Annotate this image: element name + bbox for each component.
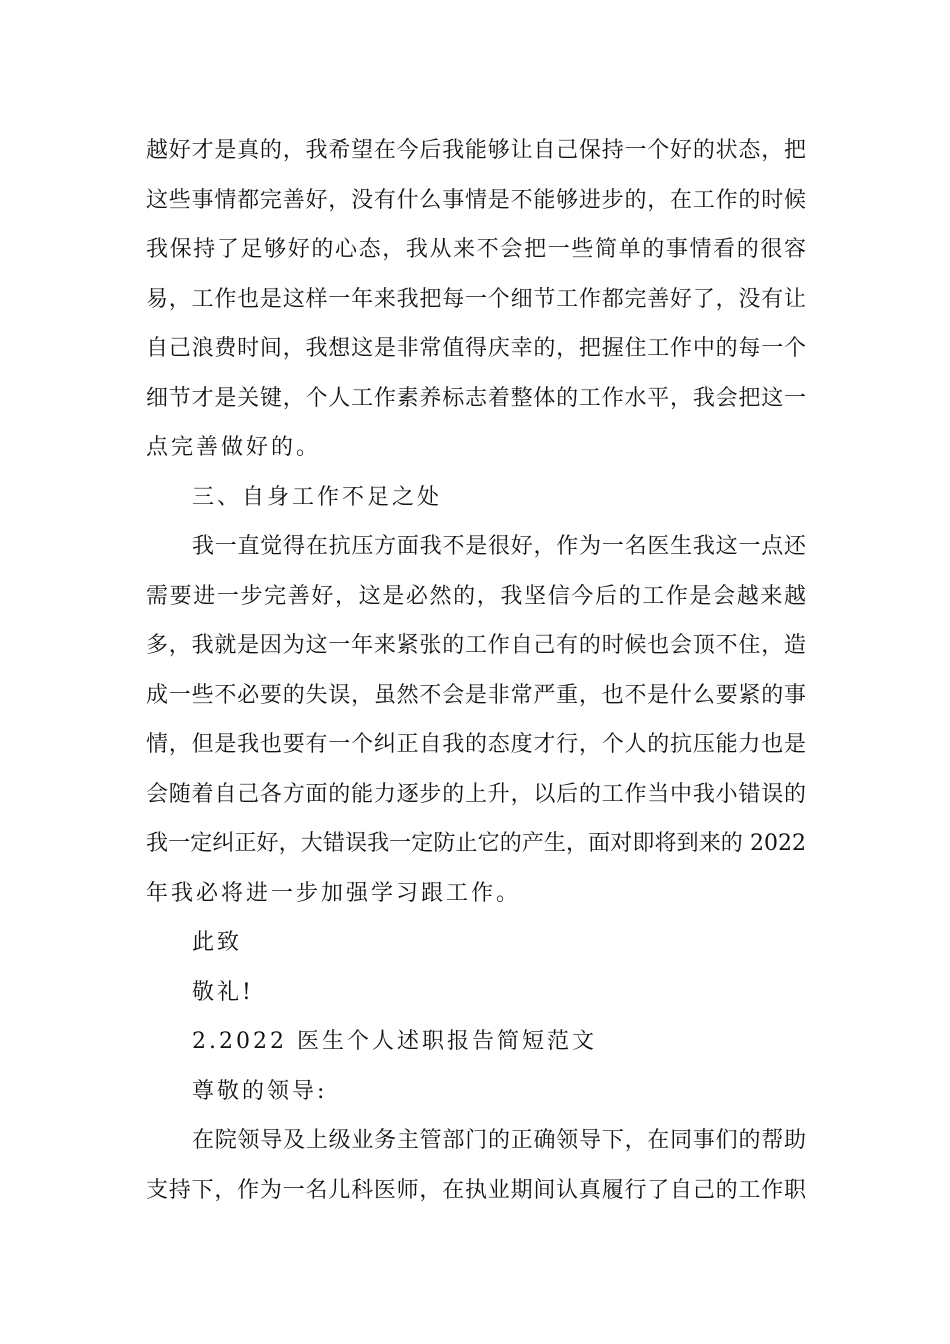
- closing-line: 此致: [192, 930, 243, 955]
- text-line: 越好才是真的，我希望在今后我能够让自己保持一个好的状态，把: [146, 138, 806, 163]
- text-line: 我一定纠正好，大错误我一定防止它的产生，面对即将到来的 2022: [146, 831, 806, 856]
- article-title: 2.2022 医生个人述职报告简短范文: [192, 1029, 597, 1054]
- text-line: 在院领导及上级业务主管部门的正确领导下，在同事们的帮助: [192, 1128, 806, 1153]
- greeting-line: 尊敬的领导:: [192, 1078, 328, 1104]
- text-line: 情，但是我也要有一个纠正自我的态度才行，个人的抗压能力也是: [146, 732, 806, 757]
- text-line: 这些事情都完善好，没有什么事情是不能够进步的，在工作的时候: [146, 187, 806, 213]
- text-line: 细节才是关键，个人工作素养标志着整体的工作水平，我会把这一: [146, 385, 806, 411]
- text-line: 易，工作也是这样一年来我把每一个细节工作都完善好了，没有让: [146, 286, 806, 312]
- text-line: 我一直觉得在抗压方面我不是很好，作为一名医生我这一点还: [192, 534, 806, 559]
- closing-salute: 敬礼!: [192, 979, 254, 1005]
- text-line: 自己浪费时间，我想这是非常值得庆幸的，把握住工作中的每一个: [146, 336, 806, 361]
- text-line: 点完善做好的。: [146, 435, 322, 460]
- text-line: 会随着自己各方面的能力逐步的上升，以后的工作当中我小错误的: [146, 781, 806, 807]
- text-line: 年我必将进一步加强学习跟工作。: [146, 880, 522, 906]
- section-heading: 三、自身工作不足之处: [192, 484, 443, 510]
- text-line: 多，我就是因为这一年来紧张的工作自己有的时候也会顶不住，造: [146, 633, 806, 658]
- text-line: 我保持了足够好的心态，我从来不会把一些简单的事情看的很容: [146, 237, 806, 262]
- text-line: 需要进一步完善好，这是必然的，我坚信今后的工作是会越来越: [146, 583, 806, 609]
- text-line: 成一些不必要的失误，虽然不会是非常严重，也不是什么要紧的事: [146, 682, 806, 708]
- document-body: [146, 126, 806, 1215]
- text-line: 支持下，作为一名儿科医师，在执业期间认真履行了自己的工作职: [146, 1177, 806, 1203]
